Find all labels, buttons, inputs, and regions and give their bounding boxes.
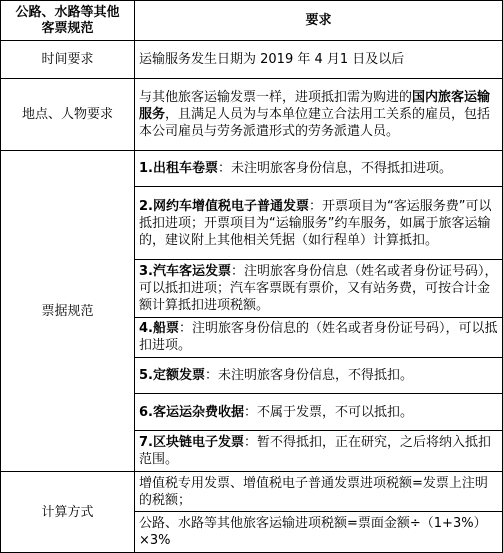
bills-value-cell	[135, 151, 503, 472]
bill-item	[135, 357, 502, 393]
bill-item-text: ：未注明旅客身份信息，不得抵扣进项。	[217, 161, 452, 177]
calc-item	[135, 511, 502, 552]
bill-item-text: ：注明旅客身份信息（姓名或者身份证号码），可以抵扣进项；汽车客票既有票价，又有站务费，可按合计金额计算抵扣进项税额。	[139, 263, 498, 313]
bills-row	[1, 151, 503, 472]
bill-item-title: 4.船票	[139, 321, 179, 337]
calc-item-text: 公路、水路等其他旅客运输进项税额=票面金额÷（1+3%）×3%	[139, 516, 487, 548]
time-value: 运输服务发生日期为 2019 年 4 月1 日及以后	[139, 52, 405, 67]
bill-item-title: 5.定额发票	[139, 368, 205, 384]
bill-item-text: ：未注明旅客身份信息，不得抵扣。	[204, 368, 413, 384]
header-row	[1, 1, 503, 41]
calc-value-cell	[135, 472, 503, 553]
bill-item-title: 1.出租车卷票	[139, 161, 218, 177]
calc-list	[135, 472, 502, 552]
bill-item-text: ：注明旅客身份信息的（姓名或者身份证号码），可以抵扣进项。	[139, 321, 498, 354]
time-row	[1, 41, 503, 79]
calc-item-text: 增值税专用发票、增值税电子普通发票进项税额=发票上注明的税额；	[139, 475, 488, 508]
bill-item	[135, 430, 502, 471]
bill-item-title: 6.客运运杂费收据	[139, 404, 244, 420]
calc-item	[135, 472, 502, 511]
bill-item	[135, 259, 502, 317]
bill-item	[135, 186, 502, 259]
time-value-cell	[135, 41, 503, 79]
place-text-post: ，且满足人员为与本单位建立合法用工关系的雇员，包括本公司雇员与劳务派遣形式的劳务派遣人员。	[139, 107, 491, 139]
bill-item	[135, 393, 502, 429]
bill-item-title: 2.网约车增值税电子普通发票	[139, 198, 309, 214]
bill-item-text: ：开票项目为“客运服务费”可以抵扣进项；开票项目为“运输服务”约车服务，如属于旅客运输的，建议附上其他相关凭据（如行程单）计算抵扣。	[139, 198, 492, 248]
bill-item	[135, 151, 502, 186]
bills-label: 票据规范	[1, 151, 135, 472]
place-value-cell	[135, 79, 503, 151]
bills-list	[135, 151, 502, 471]
time-label: 时间要求	[1, 41, 135, 79]
calc-row	[1, 472, 503, 553]
place-text-bold: 国内旅客运输服务	[139, 90, 491, 122]
bill-item-title: 7.区块链电子发票	[139, 434, 244, 450]
header-category-cell	[1, 1, 135, 41]
place-text-pre: 与其他旅客运输发票一样，进项抵扣需为购进的	[139, 90, 413, 105]
bill-item-title: 3.汽车客运发票	[139, 263, 231, 279]
bill-item-text: ：不属于发票，不可以抵扣。	[243, 404, 413, 420]
place-label: 地点、人物要求	[1, 79, 135, 151]
header-requirement-cell: 要求	[135, 1, 503, 41]
place-row	[1, 79, 503, 151]
bill-item	[135, 317, 502, 357]
calc-label: 计算方式	[1, 472, 135, 553]
header-category-line1: 公路、水路等其他	[15, 4, 120, 20]
header-category-line2: 客票规范	[41, 20, 94, 36]
place-value	[135, 87, 502, 142]
bill-item-text: ：暂不得抵扣，正在研究，之后将纳入抵扣范围。	[139, 434, 491, 467]
